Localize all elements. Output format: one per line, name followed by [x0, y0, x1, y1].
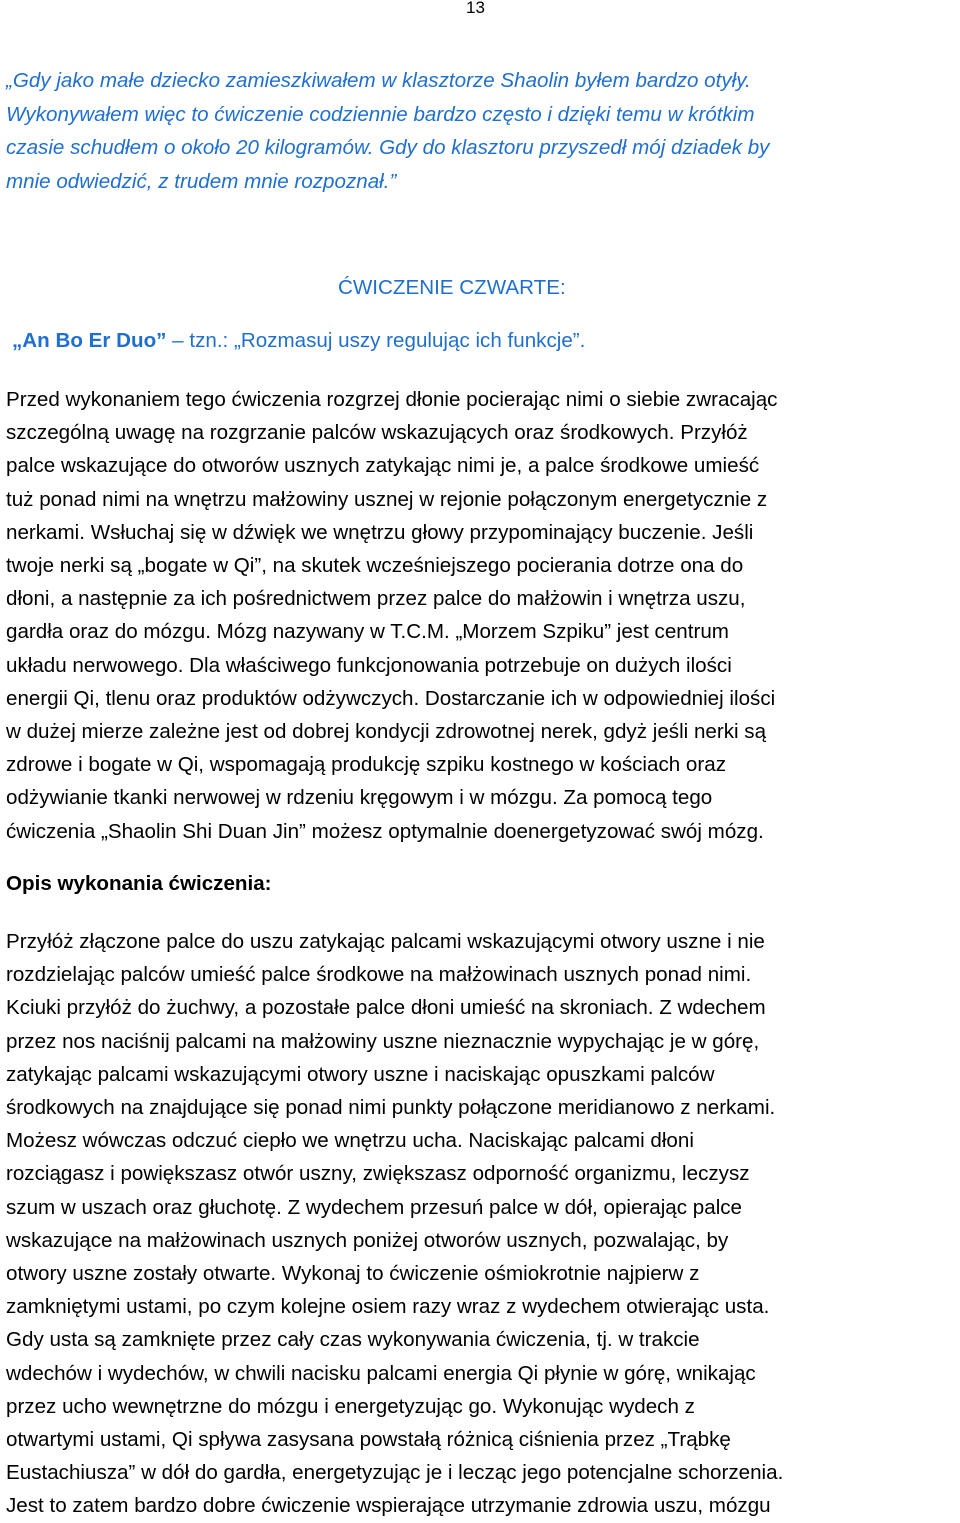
quote-text: „Gdy jako małe dziecko zamieszkiwałem w klasztorze Shaolin byłem bardzo otyły. Wykonywałem więc to ćwiczenie codziennie bardzo często i dzięki temu w krótkim czasie schudłem o około 20 kilogramów. Gdy do klasztoru przyszedł mój dziadek by mnie odwiedzić, z trudem mnie rozpoznał.” — [6, 69, 770, 193]
instructions-paragraph: Przyłóż złączone palce do uszu zatykając palcami wskazującymi otwory uszne i nie rozdzielając palców umieść palce środkowe na małżowinach usznych ponad nimi. Kciuki przyłóż do żuchwy, a pozostałe palce dłoni umieść na skroniach. Z wdechem przez nos naciśnij palcami na małżowiny uszne nieznacznie wypychając je w górę, zatykając palcami wskazującymi otwory uszne i naciskając opuszkami palców środkowych na znajdujące się ponad nimi punkty połączone meridianowo z nerkami. Możesz wówczas odczuć ciepło we wnętrzu ucha. Naciskając palcami dłoni rozciągasz i powiększasz otwór uszny, zwiększasz odporność organizmu, leczysz szum w uszach oraz głuchotę. Z wydechem przesuń palce w dół, opierając palce wskazujące na małżowinach usznych poniżej otworów usznych, pozwalając, by otwory uszne zostały otwarte. Wykonaj to ćwiczenie ośmiokrotnie najpierw z zamkniętymi ustami, po czym kolejne osiem razy wraz z wydechem otwierając usta. Gdy usta są zamknięte przez cały czas wykonywania ćwiczenia, tj. w trakcie wdechów i wydechów, w chwili nacisku palcami energia Qi płynie w górę, wnikając przez ucho wewnętrzne do mózgu i energetyzując go. Wykonując wydech z otwartymi ustami, Qi spływa zasysana powstałą różnicą ciśnienia przez „Trąbkę Eustachiusza” w dół do gardła, energetyzując je i lecząc jego potencjalne schorzenia. Jest to zatem bardzo dobre ćwiczenie wspierające utrzymanie zdrowia uszu, mózgu — [6, 930, 784, 1518]
exercise-subtitle — [12, 329, 585, 353]
exercise-name: „An Bo Er Duo” — [12, 329, 167, 352]
exercise-meaning: – tzn.: „Rozmasuj uszy regulując ich funkcje”. — [166, 329, 586, 352]
page-number: 13 — [466, 0, 485, 17]
exercise-title: ĆWICZENIE CZWARTE: — [338, 276, 566, 299]
instructions-heading: Opis wykonania ćwiczenia: — [6, 872, 272, 895]
description-paragraph: Przed wykonaniem tego ćwiczenia rozgrzej dłonie pocierając nimi o siebie zwracając szczególną uwagę na rozgrzanie palców wskazujących oraz środkowych. Przyłóż palce wskazujące do otworów usznych zatykając nimi je, a palce środkowe umieść tuż ponad nimi na wnętrzu małżowiny usznej w rejonie połączonym energetycznie z nerkami. Wsłuchaj się w dźwięk we wnętrzu głowy przypominający buczenie. Jeśli twoje nerki są „bogate w Qi”, na skutek wcześniejszego pocierania dotrze ona do dłoni, a następnie za ich pośrednictwem przez palce do małżowin i wnętrza uszu, gardła oraz do mózgu. Mózg nazywany w T.C.M. „Morzem Szpiku” jest centrum układu nerwowego. Dla właściwego funkcjonowania potrzebuje on dużych ilości energii Qi, tlenu oraz produktów odżywczych. Dostarczanie ich w odpowiedniej ilości w dużej mierze zależne jest od dobrej kondycji zdrowotnej nerek, gdyż jeśli nerki są zdrowe i bogate w Qi, wspomagają produkcję szpiku kostnego w kościach oraz odżywianie tkanki nerwowej w rdzeniu kręgowym i w mózgu. Za pomocą tego ćwiczenia „Shaolin Shi Duan Jin” możesz optymalnie doenergetyzować swój mózg. — [6, 388, 778, 843]
